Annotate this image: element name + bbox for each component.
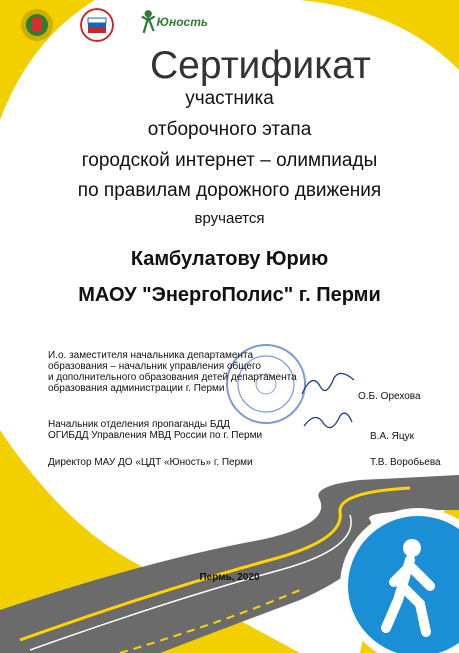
yunost-logo — [140, 8, 208, 36]
certificate-awarded: вручается — [194, 210, 265, 227]
signatory-2-title: Начальник отделения пропаганды БДД ОГИБДД Управления МВД России по г. Перми — [48, 419, 263, 441]
certificate-line-3: городской интернет – олимпиады — [81, 150, 378, 171]
certificate-line-1: участника — [185, 88, 274, 109]
signatory-3-name: Т.В. Воробьева — [370, 457, 441, 468]
yunost-logo-text: Юность — [156, 15, 208, 29]
signature-1-icon — [298, 368, 358, 402]
city-emblem-logo-icon — [20, 8, 54, 42]
signatory-3-title: Директор МАУ ДО «ЦДТ «Юность» г. Перми — [48, 457, 253, 468]
recipient-name: Камбулатову Юрию — [130, 248, 329, 270]
certificate-line-4: по правилам дорожного движения — [77, 180, 382, 201]
recipient-school: МАОУ "ЭнергоПолис" г. Перми — [78, 284, 381, 306]
signatory-2-name: В.А. Яцук — [370, 431, 414, 442]
signatory-1-name: О.Б. Орехова — [358, 391, 421, 402]
place-year: Пермь, 2020 — [199, 572, 260, 583]
certificate-title: Сертификат — [150, 44, 371, 87]
signatory-1-title: И.о. заместителя начальника департамента образования – начальник управления общего и дополнительного образования детей департамента образования администрации г. Перми — [48, 350, 297, 394]
certificate-line-2: отборочного этапа — [147, 119, 312, 140]
traffic-police-logo-icon — [80, 8, 114, 42]
signature-2-icon — [298, 404, 358, 438]
figure-icon — [140, 8, 156, 36]
